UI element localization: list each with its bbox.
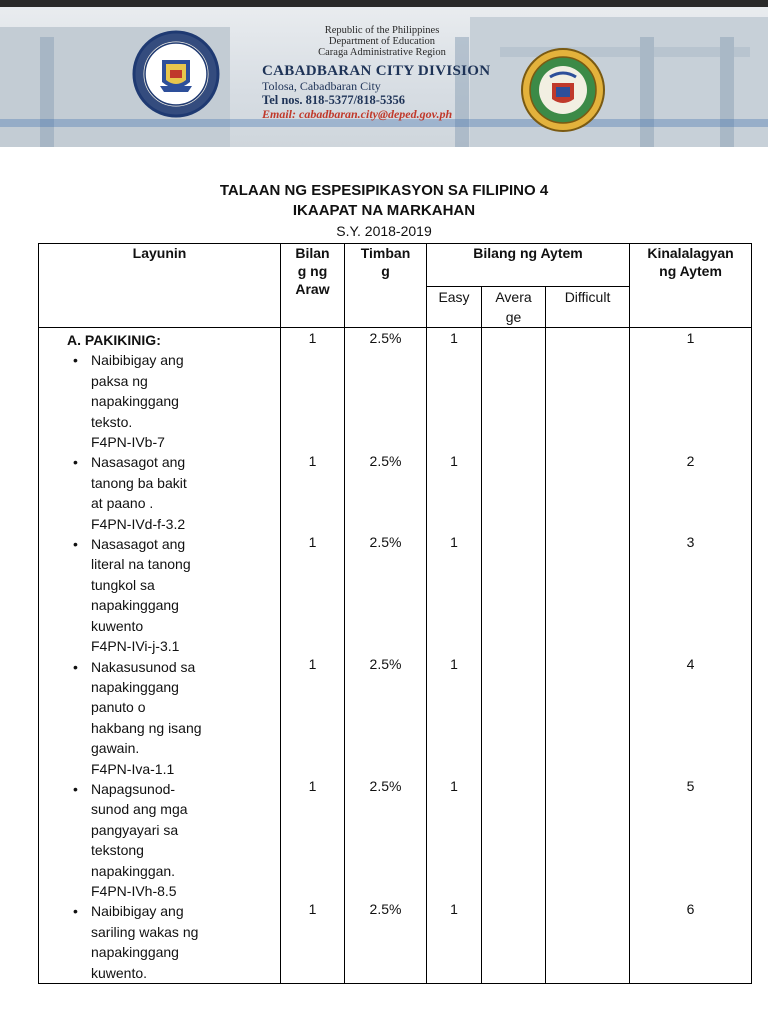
deped-seal-icon [132, 30, 220, 118]
background-pillar [40, 37, 54, 147]
document-subtitle: IKAAPAT NA MARKAHAN [292, 202, 476, 219]
bullet-icon: • [73, 658, 78, 675]
competency-code: F4PN-IVi-j-3.1 [91, 638, 180, 655]
division-email: Email: cabadbaran.city@deped.gov.ph [262, 107, 453, 121]
competency-code: F4PN-Iva-1.1 [91, 760, 175, 777]
difficult-cell [546, 328, 630, 984]
top-border-line [0, 0, 768, 7]
easy-value: 1 [450, 534, 458, 550]
list-item: • Napagsunod- sunod ang mga pangyayari sa tekstong napakinggan. [73, 780, 188, 879]
timbang-value: 2.5% [369, 330, 402, 346]
kinalalagyan-value: 1 [686, 330, 695, 346]
division-address: Tolosa, Cabadbaran City [262, 79, 381, 93]
header-bilang-ng-aytem: Bilang ng Aytem [427, 244, 630, 287]
bullet-icon: • [73, 903, 78, 920]
letterhead [0, 7, 768, 147]
list-item: • Nasasagot ang literal na tanong tungkol sa napakinggang kuwento [73, 536, 191, 634]
division-telephone: Tel nos. 818-5377/818-5356 [262, 93, 405, 107]
school-year: S.Y. 2018-2019 [336, 223, 432, 239]
kinalalagyan-cell [630, 328, 752, 984]
bullet-icon: • [73, 536, 78, 553]
timbang-value: 2.5% [369, 778, 402, 794]
list-item: • Nakasusunod sa napakinggang panuto o hakbang ng isang gawain. [73, 658, 202, 757]
city-division-seal-icon [520, 47, 606, 133]
araw-value: 1 [308, 778, 317, 794]
list-item: • Nasasagot ang tanong ba bakit at paano . [73, 454, 187, 512]
timbang-value: 2.5% [369, 656, 402, 672]
araw-value: 1 [308, 901, 317, 917]
timbang-value: 2.5% [369, 901, 402, 917]
header-timbang: Timban g [345, 244, 427, 328]
section-heading: A. PAKIKINIG: [67, 332, 161, 348]
bullet-icon: • [73, 780, 78, 797]
document-title: TALAAN NG ESPESIPIKASYON SA FILIPINO 4 [219, 182, 549, 199]
header-bilang-ng-araw: Bilan g ng Araw [281, 244, 345, 328]
araw-value: 1 [308, 656, 317, 672]
average-cell [482, 328, 546, 984]
easy-value: 1 [450, 453, 458, 469]
kinalalagyan-value: 6 [686, 901, 695, 917]
timbang-value: 2.5% [369, 453, 402, 469]
araw-value: 1 [308, 453, 317, 469]
division-name: CABADBARAN CITY DIVISION [262, 63, 491, 79]
easy-cell [427, 328, 482, 984]
araw-value: 1 [308, 330, 317, 346]
republic-line: Republic of the Philippines [324, 25, 440, 36]
kinalalagyan-value: 4 [686, 656, 695, 672]
header-kinalalagyan: Kinalalagyan ng Aytem [630, 244, 752, 328]
easy-value: 1 [450, 656, 458, 672]
department-line: Department of Education [328, 36, 436, 47]
header-layunin: Layunin [39, 244, 281, 328]
letterhead-text [262, 25, 502, 121]
specification-table [38, 243, 752, 984]
region-line: Caraga Administrative Region [318, 47, 446, 58]
competency-code: F4PN-IVb-7 [91, 434, 165, 451]
header-average: Avera ge [482, 287, 546, 328]
bullet-icon: • [73, 352, 78, 369]
timbang-value: 2.5% [369, 534, 402, 550]
objectives-list [39, 328, 280, 983]
easy-value: 1 [450, 330, 458, 346]
araw-value: 1 [308, 534, 317, 550]
competency-code: F4PN-IVd-f-3.2 [91, 515, 186, 532]
kinalalagyan-value: 5 [686, 778, 695, 794]
list-item: • Naibibigay ang sariling wakas ng napakinggang kuwento. [73, 903, 199, 981]
kinalalagyan-value: 3 [686, 534, 695, 550]
kinalalagyan-value: 2 [686, 453, 695, 469]
araw-cell [281, 328, 345, 984]
easy-value: 1 [450, 901, 458, 917]
easy-value: 1 [450, 778, 458, 794]
bullet-icon: • [73, 454, 78, 471]
objectives-cell [39, 328, 281, 984]
header-difficult: Difficult [546, 287, 630, 328]
competency-code: F4PN-IVh-8.5 [91, 882, 177, 899]
list-item: • Naibibigay ang paksa ng napakinggang teksto. [73, 352, 184, 430]
header-easy: Easy [427, 287, 482, 328]
timbang-cell [345, 328, 427, 984]
